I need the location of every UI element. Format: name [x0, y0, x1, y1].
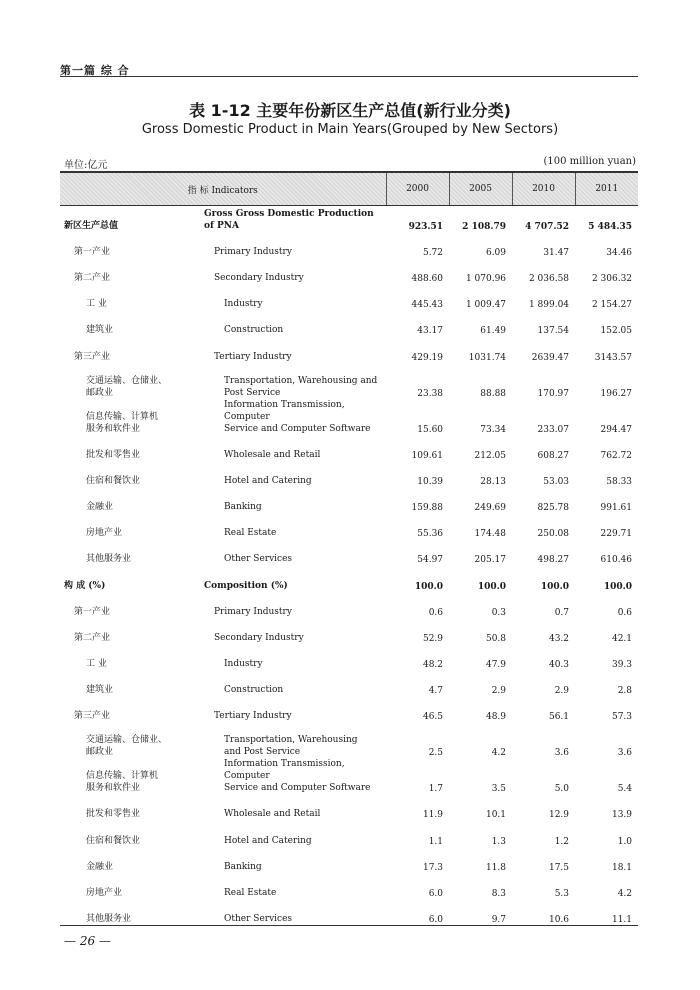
cell-value-2011: 4.2: [617, 888, 633, 899]
row-label-chinese: 房地产业: [86, 887, 123, 898]
cell-value-2005: 88.88: [480, 388, 507, 399]
cell-value-2011: 5 484.35: [588, 222, 633, 233]
cell-value-2011: 294.47: [600, 424, 633, 435]
table-row: [60, 284, 638, 310]
cell-value-2000: 15.60: [417, 424, 444, 435]
cell-value-2010: 233.07: [537, 424, 570, 435]
table-row: [60, 592, 638, 618]
cell-value-2010: 100.0: [540, 581, 570, 592]
table-header-row: [60, 172, 638, 206]
unit-label-english: (100 million yuan): [543, 156, 636, 167]
row-label-english: Gross Gross Domestic Production of PNA: [204, 209, 374, 232]
cell-value-2005: 100.0: [477, 581, 507, 592]
cell-value-2010: 825.78: [537, 503, 570, 514]
cell-value-2011: 152.05: [600, 326, 633, 337]
row-label-english: Secondary Industry: [214, 273, 304, 284]
row-label-english: Composition (%): [204, 580, 288, 591]
cell-value-2005: 174.48: [474, 529, 507, 540]
cell-value-2005: 48.9: [485, 711, 507, 722]
table-row: [60, 363, 638, 399]
cell-value-2011: 13.9: [611, 810, 633, 821]
cell-value-2011: 0.6: [617, 607, 633, 618]
row-label-english: Transportation, Warehousing and Post Service: [224, 375, 378, 398]
cell-value-2010: 1 899.04: [528, 300, 570, 311]
running-head: 第一篇 综 合: [60, 64, 130, 77]
row-label-chinese: 批发和零售业: [86, 450, 141, 461]
row-label-chinese: 建筑业: [86, 325, 114, 336]
cell-value-2000: 55.36: [417, 529, 444, 540]
cell-value-2010: 56.1: [548, 711, 570, 722]
cell-value-2005: 6.09: [485, 248, 507, 259]
cell-value-2000: 1.1: [428, 836, 444, 847]
table-row: [60, 847, 638, 873]
row-label-english: Construction: [224, 325, 284, 336]
row-label-chinese: 房地产业: [86, 528, 123, 539]
cell-value-2010: 137.54: [537, 326, 570, 337]
cell-value-2000: 6.0: [428, 888, 444, 899]
cell-value-2010: 608.27: [537, 451, 570, 462]
cell-value-2011: 3.6: [617, 748, 633, 759]
table-row: [60, 873, 638, 899]
cell-value-2010: 43.2: [548, 633, 570, 644]
header-year: 2000: [386, 172, 449, 206]
row-label-chinese: 交通运输、仓储业、 邮政业: [86, 735, 168, 758]
table-row: [60, 644, 638, 670]
cell-value-2000: 17.3: [422, 862, 444, 873]
cell-value-2005: 10.1: [485, 810, 507, 821]
row-label-english: Wholesale and Retail: [224, 809, 321, 820]
row-label-chinese: 工 业: [86, 658, 107, 669]
table-row: [60, 232, 638, 258]
cell-value-2005: 4.2: [491, 748, 507, 759]
row-label-chinese: 其他服务业: [86, 554, 132, 565]
header-year: 2005: [449, 172, 512, 206]
row-label-english: Industry: [224, 299, 263, 310]
table-row: [60, 722, 638, 758]
cell-value-2000: 923.51: [408, 222, 444, 233]
unit-label-chinese: 单位:亿元: [64, 160, 108, 171]
cell-value-2011: 18.1: [611, 862, 633, 873]
cell-value-2010: 2 036.58: [528, 274, 570, 285]
cell-value-2011: 2 154.27: [591, 300, 633, 311]
cell-value-2000: 445.43: [411, 300, 444, 311]
cell-value-2005: 212.05: [474, 451, 507, 462]
row-label-english: Industry: [224, 658, 263, 669]
table-row: [60, 696, 638, 722]
cell-value-2011: 991.61: [600, 503, 633, 514]
cell-value-2005: 1 070.96: [465, 274, 507, 285]
header-indicators: 指 标 Indicators: [60, 172, 386, 206]
cell-value-2000: 52.9: [422, 633, 444, 644]
cell-value-2010: 53.03: [543, 477, 570, 488]
cell-value-2000: 54.97: [417, 555, 444, 566]
row-label-english: Tertiary Industry: [214, 710, 292, 721]
cell-value-2011: 34.46: [606, 248, 633, 259]
cell-value-2010: 2639.47: [531, 352, 570, 363]
row-label-english: Tertiary Industry: [214, 351, 292, 362]
row-label-english: Banking: [224, 502, 262, 513]
table-body: [60, 206, 638, 926]
row-label-english: Transportation, Warehousing and Post Service: [224, 735, 358, 758]
row-label-english: Hotel and Catering: [224, 835, 312, 846]
row-label-chinese: 批发和零售业: [86, 809, 141, 820]
header-rule: [60, 76, 638, 77]
cell-value-2000: 48.2: [422, 659, 444, 670]
cell-value-2000: 2.5: [428, 748, 444, 759]
gdp-table: [60, 171, 638, 926]
cell-value-2000: 109.61: [411, 451, 444, 462]
cell-value-2000: 159.88: [411, 503, 444, 514]
cell-value-2000: 11.9: [422, 810, 444, 821]
cell-value-2005: 47.9: [485, 659, 507, 670]
cell-value-2000: 6.0: [386, 899, 449, 926]
table-row: [60, 513, 638, 539]
table-row: [60, 487, 638, 513]
cell-value-2000: 10.39: [417, 477, 444, 488]
row-label-chinese: 新区生产总值: [64, 221, 119, 232]
cell-value-2000: 488.60: [411, 274, 444, 285]
table-title-chinese: 表 1-12 主要年份新区生产总值(新行业分类): [189, 101, 511, 120]
gdp-table-container: [60, 171, 638, 926]
table-row: [60, 206, 638, 233]
cell-value-2011: 42.1: [611, 633, 633, 644]
cell-value-2010: 2.9: [554, 685, 570, 696]
row-label-chinese: 其他服务业: [60, 899, 200, 926]
header-year: 2010: [512, 172, 575, 206]
cell-value-2010: 12.9: [548, 810, 570, 821]
cell-value-2011: 39.3: [611, 659, 633, 670]
row-label-chinese: 住宿和餐饮业: [86, 835, 141, 846]
row-label-english: Banking: [224, 861, 262, 872]
cell-value-2000: 100.0: [414, 581, 444, 592]
row-label-english: Primary Industry: [214, 247, 292, 258]
row-label-chinese: 金融业: [86, 502, 114, 513]
table-row: [60, 336, 638, 362]
cell-value-2010: 3.6: [554, 748, 570, 759]
cell-value-2005: 249.69: [474, 503, 507, 514]
cell-value-2010: 17.5: [548, 862, 570, 873]
cell-value-2005: 8.3: [491, 888, 507, 899]
table-row: [60, 539, 638, 565]
cell-value-2010: 31.47: [543, 248, 570, 259]
table-row: [60, 310, 638, 336]
cell-value-2005: 61.49: [480, 326, 507, 337]
cell-value-2000: 23.38: [417, 388, 444, 399]
cell-value-2000: 4.7: [428, 685, 444, 696]
cell-value-2011: 11.1: [575, 899, 638, 926]
row-label-chinese: 建筑业: [86, 684, 114, 695]
row-label-chinese: 住宿和餐饮业: [86, 476, 141, 487]
table-row: [60, 435, 638, 461]
cell-value-2010: 250.08: [537, 529, 570, 540]
cell-value-2011: 196.27: [600, 388, 633, 399]
cell-value-2005: 28.13: [480, 477, 507, 488]
table-row: [60, 399, 638, 435]
row-label-english: Hotel and Catering: [224, 476, 312, 487]
row-label-chinese: 第一产业: [74, 247, 111, 258]
table-row: [60, 618, 638, 644]
row-label-english: Real Estate: [224, 528, 277, 539]
table-row: [60, 899, 638, 926]
table-row: [60, 758, 638, 794]
cell-value-2011: 229.71: [600, 529, 633, 540]
row-label-chinese: 信息传输、计算机 服务和软件业: [86, 771, 159, 794]
row-label-chinese: 第二产业: [74, 273, 111, 284]
cell-value-2005: 1031.74: [468, 352, 507, 363]
cell-value-2010: 498.27: [537, 555, 570, 566]
cell-value-2010: 5.0: [554, 784, 570, 795]
row-label-english: Information Transmission, Computer Service and Computer Software: [224, 399, 371, 434]
cell-value-2000: 1.7: [428, 784, 444, 795]
row-label-chinese: 第一产业: [74, 606, 111, 617]
cell-value-2005: 3.5: [491, 784, 507, 795]
cell-value-2010: 1.2: [554, 836, 570, 847]
cell-value-2010: 0.7: [554, 607, 570, 618]
table-row: [60, 461, 638, 487]
cell-value-2000: 0.6: [428, 607, 444, 618]
cell-value-2010: 5.3: [554, 888, 570, 899]
table-row: [60, 565, 638, 591]
header-year: 2011: [575, 172, 638, 206]
row-label-chinese: 构 成 (%): [64, 580, 106, 591]
cell-value-2005: 205.17: [474, 555, 507, 566]
row-label-english: Wholesale and Retail: [224, 450, 321, 461]
row-label-chinese: 第三产业: [74, 710, 111, 721]
cell-value-2005: 1.3: [491, 836, 507, 847]
page-number: — 26 —: [64, 934, 111, 948]
cell-value-2011: 58.33: [606, 477, 633, 488]
table-title-english: Gross Domestic Product in Main Years(Grouped by New Sectors): [141, 122, 559, 137]
cell-value-2011: 762.72: [600, 451, 633, 462]
table-row: [60, 820, 638, 846]
cell-value-2011: 610.46: [600, 555, 633, 566]
table-row: [60, 794, 638, 820]
cell-value-2005: 50.8: [485, 633, 507, 644]
row-label-chinese: 交通运输、仓储业、 邮政业: [86, 375, 168, 398]
cell-value-2010: 10.6: [512, 899, 575, 926]
row-label-english: Primary Industry: [214, 606, 292, 617]
cell-value-2000: 46.5: [422, 711, 444, 722]
cell-value-2010: 4 707.52: [525, 222, 570, 233]
cell-value-2011: 5.4: [617, 784, 633, 795]
cell-value-2011: 2 306.32: [591, 274, 633, 285]
cell-value-2011: 2.8: [617, 685, 633, 696]
cell-value-2000: 429.19: [411, 352, 444, 363]
row-label-chinese: 第二产业: [74, 632, 111, 643]
cell-value-2011: 3143.57: [594, 352, 633, 363]
cell-value-2005: 9.7: [449, 899, 512, 926]
cell-value-2000: 43.17: [417, 326, 444, 337]
cell-value-2010: 40.3: [548, 659, 570, 670]
cell-value-2011: 57.3: [611, 711, 633, 722]
cell-value-2005: 1 009.47: [465, 300, 507, 311]
row-label-chinese: 工 业: [86, 299, 107, 310]
cell-value-2005: 0.3: [491, 607, 507, 618]
row-label-english: Construction: [224, 684, 284, 695]
cell-value-2010: 170.97: [537, 388, 570, 399]
cell-value-2005: 73.34: [480, 424, 507, 435]
cell-value-2005: 2.9: [491, 685, 507, 696]
cell-value-2005: 2 108.79: [462, 222, 507, 233]
row-label-chinese: 第三产业: [74, 351, 111, 362]
row-label-english: Secondary Industry: [214, 632, 304, 643]
cell-value-2005: 11.8: [485, 862, 507, 873]
cell-value-2011: 1.0: [617, 836, 633, 847]
row-label-english: Other Services: [200, 899, 386, 926]
table-row: [60, 258, 638, 284]
row-label-chinese: 信息传输、计算机 服务和软件业: [86, 411, 159, 434]
row-label-chinese: 金融业: [86, 861, 114, 872]
row-label-english: Real Estate: [224, 887, 277, 898]
cell-value-2011: 100.0: [603, 581, 633, 592]
row-label-english: Other Services: [224, 554, 293, 565]
cell-value-2000: 5.72: [422, 248, 444, 259]
table-row: [60, 670, 638, 696]
row-label-english: Information Transmission, Computer Service and Computer Software: [224, 759, 371, 794]
